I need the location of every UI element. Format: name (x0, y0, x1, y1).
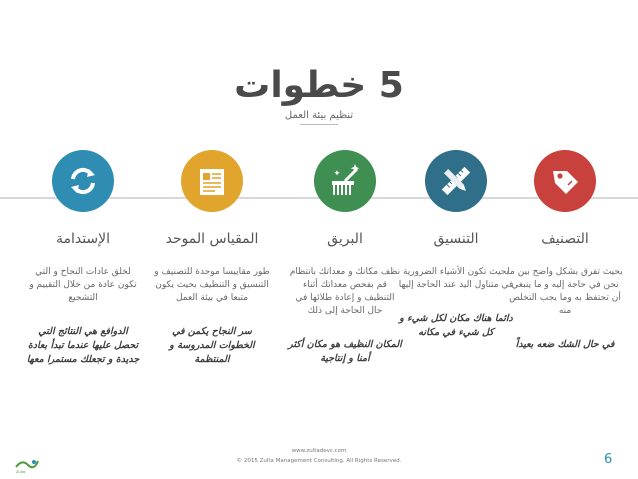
step-description: بحيث تفرق بشكل واضح بين ما نحن في حاجة إليه و ما ينبغي أن تحتفظ به وما يجب التخلص منه (507, 267, 623, 316)
logo-text: Zulta (16, 470, 26, 474)
step-title: الإستدامة (55, 231, 111, 247)
copyright-text: © 2015 Zulta Management Consulting. All Rights Reserved. (236, 458, 402, 464)
step-title: المقياس الموحد (165, 231, 259, 247)
step-title: التنسيق (433, 231, 479, 247)
step-quote: الدوافع هي النتائج التي تحصل عليها عندما تبدأ بعادة جديدة و تجعلك مستمرا معها (26, 326, 140, 365)
page-number: 6 (604, 452, 613, 467)
tag-icon (534, 150, 596, 212)
refresh-cycle-icon (52, 150, 114, 212)
step-shine (287, 150, 403, 366)
title-divider (300, 124, 338, 125)
step-quote: سر النجاح يكمن في الخطوات المدروسة و المنتظمة (169, 326, 255, 365)
step-quote: دائما هناك مكان لكل شيء و كل شيء في مكانه (399, 313, 513, 338)
step-standardize (154, 150, 270, 367)
ruler-pencil-icon (425, 150, 487, 212)
page-subtitle: تنظيم بيئة العمل (284, 110, 354, 121)
step-description: نظف مكانك و معداتك بانتظام قم بفحص معداتك أثناء التنظيف و إعادة طلائها في حال الحاجة إلى ذلك (289, 267, 401, 316)
page-title: 5 خطوات (234, 65, 404, 106)
step-description: طور مقاييسا موحدة للتصنيف و التنسيق و التنظيف بحيث يكون متبعا في بيئة العمل (154, 267, 270, 303)
step-title: البريق (327, 231, 363, 247)
step-sustain (25, 150, 141, 367)
step-quote: المكان النظيف هو مكان أكثر أمنا و إنتاجية (288, 339, 402, 364)
sparkle-brush-icon (314, 150, 376, 212)
website-link[interactable]: www.zultadevc.com (291, 448, 347, 454)
step-description: بحيث تكون الأشياء الضرورية في متناول اليد عند الحاجة إليها (398, 267, 514, 290)
step-quote: في حال الشك ضعه بعيداً (515, 339, 615, 350)
step-title: التصنيف (541, 231, 589, 247)
step-description: لخلق عادات النجاح و التي تكون عادة من خلال التقييم و التشجيع (29, 267, 137, 303)
step-order (398, 150, 514, 340)
document-icon (181, 150, 243, 212)
step-classification (507, 150, 623, 352)
